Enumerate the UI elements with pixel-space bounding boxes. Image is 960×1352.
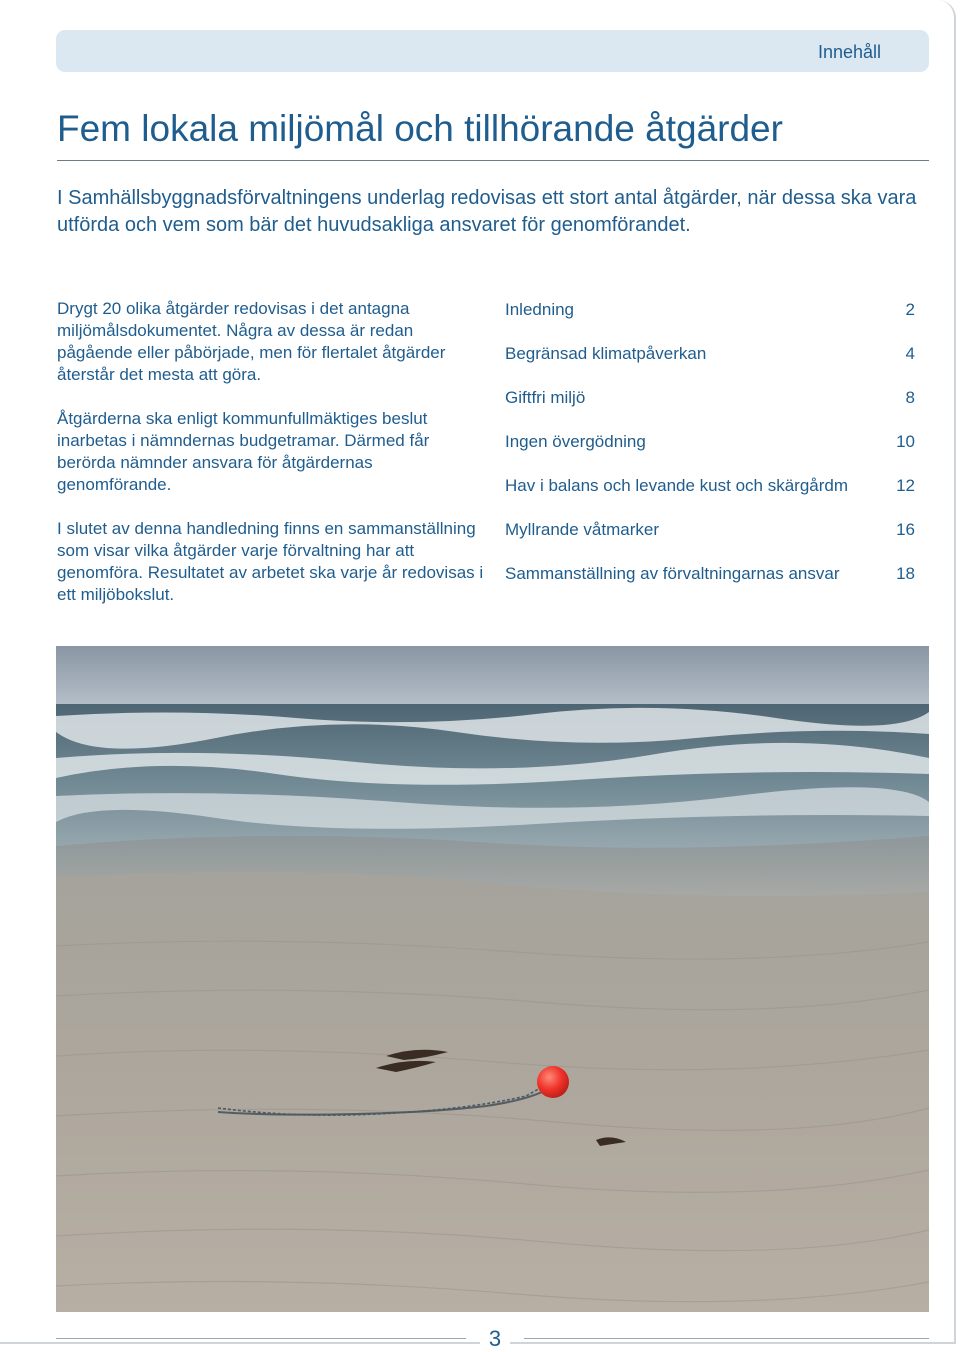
red-buoy — [537, 1066, 569, 1098]
toc-item-label: Sammanställning av förvaltningarnas ansvar — [505, 564, 840, 583]
toc-item-label: Inledning — [505, 300, 575, 319]
body-paragraph: I slutet av denna handledning finns en sammanställning som visar vilka åtgärder varje förvaltning har att genomföra. Resultatet av arbetet ska varje år redovisas i ett miljöbokslut. — [57, 519, 484, 604]
toc-item-sammanstallning[interactable] — [505, 562, 915, 606]
body-paragraph: Åtgärderna ska enligt kommunfullmäktiges beslut inarbetas i nämndernas budgetramar. Därmed får berörda nämnder ansvara för åtgärdernas genomförande. — [57, 409, 430, 494]
page-number: 3 — [480, 1326, 510, 1352]
table-of-contents — [505, 298, 915, 606]
toc-item-myllrande-vatmarker[interactable] — [505, 518, 915, 562]
footer-line-right — [524, 1338, 929, 1339]
toc-item-giftfri-miljo[interactable] — [505, 386, 915, 430]
toc-item-page: 16 — [896, 520, 915, 539]
toc-item-label: Hav i balans och levande kust och skärgårdm — [505, 476, 849, 495]
toc-item-ingen-overgodning[interactable] — [505, 430, 915, 474]
toc-item-page: 2 — [905, 300, 915, 319]
sand — [56, 872, 929, 1312]
toc-item-page: 18 — [896, 564, 915, 583]
sky — [56, 646, 929, 708]
title-divider — [57, 160, 929, 161]
footer-line-left — [56, 1338, 466, 1339]
toc-item-label: Giftfri miljö — [505, 388, 586, 407]
toc-item-label: Begränsad klimatpåverkan — [505, 344, 707, 363]
toc-item-page: 4 — [905, 344, 915, 363]
toc-item-label: Myllrande våtmarker — [505, 520, 659, 539]
toc-item-begransad-klimatpaverkan[interactable] — [505, 342, 915, 386]
body-text-column — [57, 298, 487, 628]
section-label: Innehåll — [817, 42, 881, 62]
beach-photo — [56, 646, 929, 1312]
header-bar — [56, 30, 929, 72]
toc-item-hav-i-balans[interactable] — [505, 474, 915, 518]
toc-item-inledning[interactable] — [505, 298, 915, 342]
toc-item-page: 8 — [905, 388, 915, 407]
page-title: Fem lokala miljömål och tillhörande åtgärder — [57, 108, 783, 149]
toc-item-label: Ingen övergödning — [505, 432, 646, 451]
toc-item-page: 12 — [896, 476, 915, 495]
lead-paragraph: I Samhällsbyggnadsförvaltningens underlag redovisas ett stort antal åtgärder, när dessa ska vara utförda och vem som bär det huvudsakliga ansvaret för genomförandet. — [57, 187, 917, 236]
body-paragraph: Drygt 20 olika åtgärder redovisas i det antagna miljömålsdokumentet. Några av dessa är redan pågående eller påbörjade, men för flertalet åtgärder återstår det mesta att göra. — [57, 299, 446, 384]
toc-item-page: 10 — [896, 432, 915, 451]
